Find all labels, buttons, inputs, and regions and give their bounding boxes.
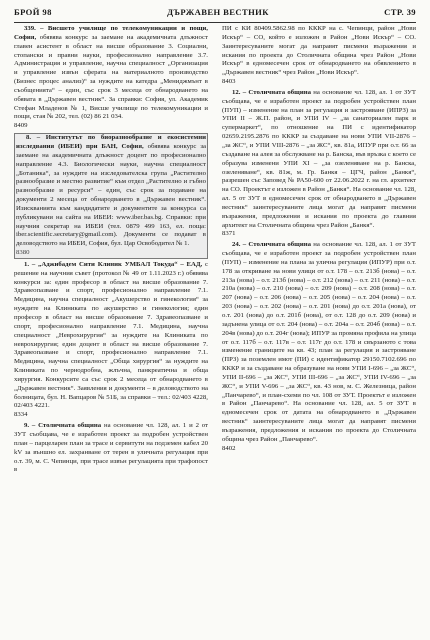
right-column bbox=[222, 25, 416, 633]
left-column bbox=[14, 25, 208, 633]
notice-8-highlighted bbox=[14, 133, 208, 259]
notice-body: ПИ с КИ 80409.5862.98 по КККР на с. Чепинци, район „Нови Искър“ – СО, който е изложен в Район „Нови Искър“ – СО. Заинтересуваните могат да направят писмени възражения и искания по проекта до Столичната община чрез Район „Нови Искър“ в едномесечен срок от обнародването на обявлението в „Държавен вестник“ чрез Район „Нови Искър“. bbox=[222, 25, 416, 77]
notice-code: 8403 bbox=[222, 78, 236, 86]
notice-text bbox=[222, 89, 416, 231]
notice-body: на основание чл. 128, ал. 1 и 2 от ЗУТ съобщава, че е изработен проект за подробен устройствен план – парцеларен план за трасе и сервитути на подземен кабел 20 kV за външно ел. захранване от терен в уличната регулация при о.т. 39, м. С. Чепинци, при трасе извън регулацията при трафопост в bbox=[14, 422, 208, 474]
notice-body: на основание чл. 128, ал. 1 от ЗУТ съобщава, че е изработен проект за подробен устройствен план (ПУП) – изменение на плана за улична регулация (ИПУР) при о.т. 178 за откриване на нови улици от о.т. 178 – о.т. 213б (нова) – о.т. 213а (нова) – о.т. 213б (нова) – о.т. 212 (нова) – о.т. 211 (нова) – о.т. 210а (нова) – о.т. 210 (нова) – о.т. 209 (нова) – о.т. 208 (нова) – о.т. 207 (нова) – о.т. 206 (нова) – о.т. 205 (нова) – о.т. 204 (нова) – о.т. 203 (нова) – о.т. 202 (нова) – о.т. 201 (нова) до о.т. 201а (нова), от о.т. 201 (нова) до о.т. 201б (нова), от о.т. 128 до о.т. 209 (нова) и задънена улица от о.т. 204 (нова) – о.т. 204а – о.т. 204б (нова) – о.т. 204в (нова) до о.т. 204г (нова); ИПУР за промяна профила на улица от о.т. 117б – о.т. 117в – о.т. 117г до о.т. 178 и свързаното с това изменение границите на кв. 43; план за регулация и застрояване (ПРЗ) за поземлен имот (ПИ) с идентификатор 29150.7102.696 по КККР и за създаване на образуване на нови УПИ I-696 – „за ЖС“, УПИ II-696 – „за ЖС“, УПИ III-696 – „за ЖС“, УПИ IV-696 – „за ЖС“, и УПИ V-696 – „за ЖС“, кв. 43 нов, м. С. Железница, район „Панчарево“, и план-схеми по чл. 108 от ЗУТ. Проектът е изложен в Район „Панчарево“. На основание чл. 128, ал. 5 от ЗУТ в едномесечен срок от датата на обнародването в „Държавен вестник“ заинтересуваните лица могат да направят писмени възражения, предложения и искания по проекта до Столичната община чрез Район „Панчарево“. bbox=[222, 241, 416, 443]
issue-number: БРОЙ 98 bbox=[14, 7, 52, 17]
notice-body: на основание чл. 128, ал. 1 от ЗУТ съобщава, че е изработен проект за подробен устройствен план (ПУП) – изменение на план за регулация и застрояване (ИПРЗ) за УПИ II – Ж.П. район, и УПИ IV – „за санаториален парк и супермаркет“, по отношение на ПИ с идентификатор 02659.2195.2876 по КККР за създаване на нови УПИ VII-2876 – „за ЖС“, и УПИ VIII-2876 – „за ЖС“, кв. 81а, ИПУР при о.т. 66 за създаване на алея за обслужване на р. Банска, във връзка с което се образува изменени УПИ XI – „за озеленяване на р. Банска, озеленяване“, кв. 81ж, м. Гр. Банкя – ЦГЧ, район „Банкя“, разрешен със Заповед № РА50-600 от 22.06.2022 г. на гл. архитект на СО. Проектът е изложен в Район „Банкя“. На основание чл. 128, ал. 5 от ЗУТ в едномесечен срок от обнародването в „Държавен вестник“ заинтересуваните лица могат да направят писмени възражения, предложения и искания по проекта до главния архитект на Столичната община чрез Район „Банкя“. bbox=[222, 88, 416, 229]
notice-text bbox=[16, 134, 206, 249]
page-header bbox=[14, 5, 416, 19]
publication-title: ДЪРЖАВЕН ВЕСТНИК bbox=[167, 7, 269, 17]
notice-title: 339. – Висшето училище по телекомуникации и пощи, София, bbox=[14, 25, 208, 41]
header-rule bbox=[14, 22, 416, 23]
notice-title: 12. – Столичната община bbox=[232, 88, 311, 96]
notice-body: с решение на научния съвет (протокол № 49 от 1.11.2023 г.) обявява конкурси за: един професор в област на висше образование 7. Здравеопазване и спорт, професионално направление 7.1. Медицина, научна специалност „Акушерство и гинекология“ за нуждите на Клиниката по акушерство и гинекология; един професор в област на висше образование 7. Здравеопазване и спорт, професионално направление 7.1. Медицина, научна специалност „Неврохирургия“ за нуждите на Клиниката по неврохирургия; един доцент в област на висше образование 7. Здравеопазване и спорт, професионално направление 7.1. Медицина, научна специалност „Обща хирургия“ за нуждите на Клиниката по чернодробна, жлъчна, панкреатична и обща хирургия. Конкурсите са със срок 2 месеца от обнародването в „Държавен вестник“. Заявления и документи – в деловодството на болницата, бул. Н. Вапцаров № 51Б, за справки – тел.: 02/403 4228, 02/403 4221. bbox=[14, 260, 208, 410]
notice-1 bbox=[14, 261, 208, 420]
notice-title: 24. – Столичната община bbox=[232, 241, 311, 249]
page-number: СТР. 39 bbox=[384, 7, 416, 17]
notice-title: 8. – Институтът по биоразнообразие и екосистемни изследвания (ИБЕИ) при БАН, София, bbox=[16, 134, 206, 150]
notice-text bbox=[14, 422, 208, 475]
notice-text bbox=[222, 241, 416, 444]
notice-12 bbox=[222, 89, 416, 239]
notice-code: 8371 bbox=[222, 230, 236, 238]
notice-continued bbox=[222, 25, 416, 87]
notice-body: обявява конкурс за заемане на академичната длъжност главен асистент в област на висше образование 3. Социални, стопански и правни науки, професионално направление 3.7. Администрация и управление, научна специалност „Организация и управление извън сферата на материалното производство (Бизнес процес анализ)“ за нуждите на катедра „Мениджмънт в съобщенията“ – един, със срок 3 месеца от обнародването на обявата в „Държавен вестник“. За справки: София, ул. Академик Стефан Младенов № 1, Висше училище по телекомуникации и пощи, стая № 202, тел. (02) 86 21 034. bbox=[14, 33, 208, 121]
notice-text bbox=[14, 261, 208, 411]
notice-title: 1. – „Аджибадем Сити Клиник УМБАЛ Токуда“ – ЕАД, bbox=[24, 260, 203, 268]
notice-24 bbox=[222, 241, 416, 453]
notice-text bbox=[14, 25, 208, 122]
notice-code: 8402 bbox=[222, 444, 236, 452]
notice-9 bbox=[14, 422, 208, 475]
notice-code: 8409 bbox=[14, 122, 28, 130]
notice-code: 8380 bbox=[16, 249, 30, 257]
notice-339 bbox=[14, 25, 208, 131]
notice-body: обявява конкурс за заемане на академичната длъжност доцент по професионално направление 4.3. Биологически науки, научна специалност „Ботаника“, за нуждите на изследователска група „Растително разнообразие и местно развитие“ към отдел „Растително и гъбно разнообразие и ресурси“ – един, със срок за подаване на документи 2 месеца от обнародването в „Държавен вестник“. Изискванията към кандидатите и документите за конкурса са публикувани на сайта на ИБЕИ: www.iber.bas.bg. Справки: при научния секретар на ИБЕИ (тел. 0879 499 163, ел. поща: iber.scientific.secretary@gmail.com). Документи се подават в деловодството на ИБЕИ, София, бул. Цар Освободител № 1. bbox=[16, 142, 206, 248]
notice-code: 8334 bbox=[14, 411, 28, 419]
notice-title: 9. – Столичната община bbox=[24, 422, 102, 430]
